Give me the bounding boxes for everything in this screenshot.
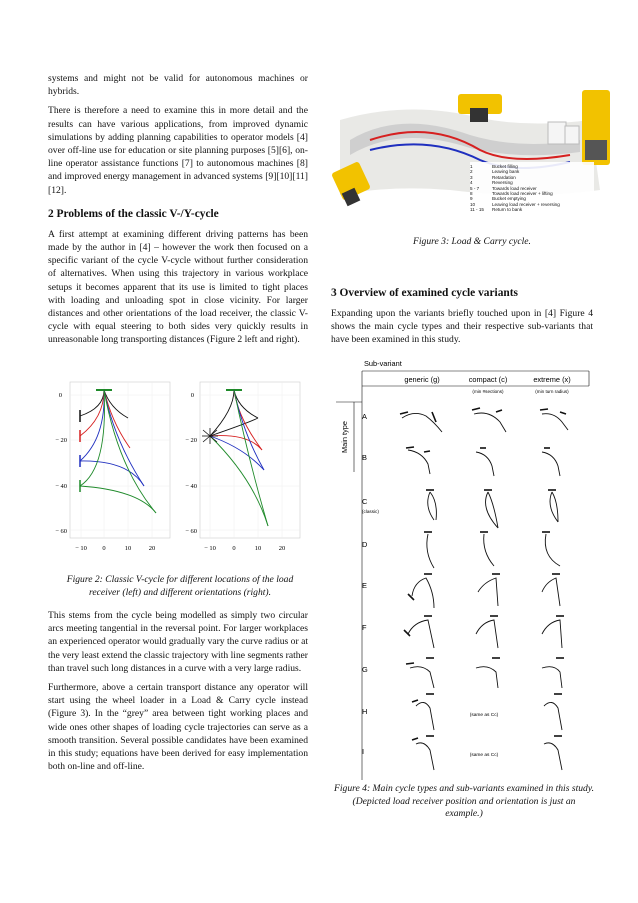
x-tick: 20 [278, 545, 286, 552]
paragraph: A first attempt at examining different driving patterns has been made by the author in [4] – however the work then focused on a specific variant of the cycle V-cycle without further consideration of alternatives. When using this trajectory in various workplace setups it becomes apparent that its use is limited to tight places with loading and unloading spot in close vicinity. For larger distances and other orientations of the load receiver, the classic V-cycle with equal steering to both sides very quickly results in unreasonable long transporting distances (Figure 2 left and right). [48, 228, 308, 346]
x-tick: 10 [254, 545, 262, 552]
figure-4-caption: Figure 4: Main cycle types and sub-variants examined in this study. (Depicted load receiver position and orientation is just an example.) [334, 783, 594, 820]
x-tick: − 10 [75, 545, 87, 552]
paragraph: There is therefore a need to examine this in more detail and the results can have various applications, from improved dynamic simulations by adding planning capabilities to operator models [4] over off-line use for education or site planning purposes [5][6], on-line operator assistance functions [7] to autonomous machines [8] and improved energy management in advanced systems [9][10][11][12]. [48, 105, 308, 196]
right-column [331, 276, 593, 353]
col-subheader: (min turn radius) [535, 389, 569, 394]
legend-row: 5 - 7 Towards load receiver [470, 185, 537, 191]
row-label: C [362, 497, 368, 506]
paragraph: Furthermore, above a certain transport distance any operator will start using the wheel loader in a Load & Carry cycle instead (Figure 3). In the “grey” area between tight working places and wide ones other shapes of loading cycle trajectories can serve as a smooth transition. Several possible candidates have been examined in this study; equations have been derived for easy implementation both on-line and off-line. [48, 682, 308, 773]
figure-3-caption: Figure 3: Load & Carry cycle. [413, 236, 531, 247]
paragraph: systems and might not be valid for autonomous machines or hybrids. [48, 73, 308, 98]
row-label: I [362, 747, 365, 756]
figure-2 [48, 378, 310, 568]
fig2-right-panel [185, 382, 300, 552]
y-tick: − 20 [185, 437, 197, 444]
same-note: (same as Cc) [469, 753, 499, 758]
figure-4-table [334, 352, 596, 780]
x-tick: 0 [102, 545, 106, 552]
row-label: H [362, 707, 368, 716]
x-tick: 0 [232, 545, 236, 552]
section-heading: 2 Problems of the classic V-/Y-cycle [48, 207, 219, 220]
legend-row: 10 Leaving load receiver + reversing [470, 201, 560, 207]
legend-row: 8 Towards load receiver + lifting [470, 191, 553, 197]
legend-row: 2 Leaving bank [470, 169, 520, 175]
left-column [48, 72, 308, 353]
x-tick: 10 [124, 545, 132, 552]
figure-3-legend [470, 164, 614, 213]
same-note: (same as Cc) [469, 713, 499, 718]
col-header-generic: generic (g) [404, 375, 440, 384]
legend-row: 4 Reversing [470, 180, 513, 186]
y-tick: − 20 [55, 437, 67, 444]
paragraph: Expanding upon the variants briefly touched upon in [4] Figure 4 shows the main cycle types and their respective sub-variants that have been examined in this study. [331, 308, 593, 346]
section-heading: 3 Overview of examined cycle variants [331, 287, 518, 299]
col-header-compact: compact (c) [468, 375, 508, 384]
row-label: E [362, 581, 367, 590]
subvariant-label: Sub-variant [364, 359, 402, 368]
x-tick: − 10 [204, 545, 216, 552]
paragraph: This stems from the cycle being modelled as simply two circular arcs meeting tangential in the reversal point. For larger workplaces an experienced operator would gradually vary the curve radius or at the very least extend the classic trajectory with line segments rather than travel such long distances in a curve with a very large radius. [48, 610, 308, 674]
fig2-left-panel [55, 382, 170, 552]
y-tick: − 40 [55, 483, 67, 490]
y-tick: − 60 [185, 528, 197, 535]
y-tick: − 60 [55, 528, 67, 535]
legend-row: 11 - 15 Return to bank [470, 207, 523, 213]
figure-2-caption: Figure 2: Classic V-cycle for different locations of the load receiver (left) and different orientations (right). [66, 574, 294, 598]
row-label: D [362, 540, 368, 549]
row-label: A [362, 412, 367, 421]
y-tick: − 40 [185, 483, 197, 490]
x-tick: 20 [148, 545, 156, 552]
col-header-extreme: extreme (x) [533, 375, 571, 384]
row-label: F [362, 623, 367, 632]
main-type-label: Main type [340, 420, 349, 454]
row-label: B [362, 453, 367, 462]
legend-row: 9 Bucket emptying [470, 196, 526, 202]
col-subheader: (min #sections) [472, 389, 504, 394]
row-label: G [362, 665, 368, 674]
y-tick: 0 [190, 392, 194, 399]
left-column-bottom [48, 609, 308, 779]
legend-row: 1 Bucket filling [470, 164, 518, 169]
row-sublabel: (classic) [362, 509, 379, 514]
y-tick: 0 [58, 392, 62, 399]
legend-row: 3 Retardation [470, 174, 516, 180]
